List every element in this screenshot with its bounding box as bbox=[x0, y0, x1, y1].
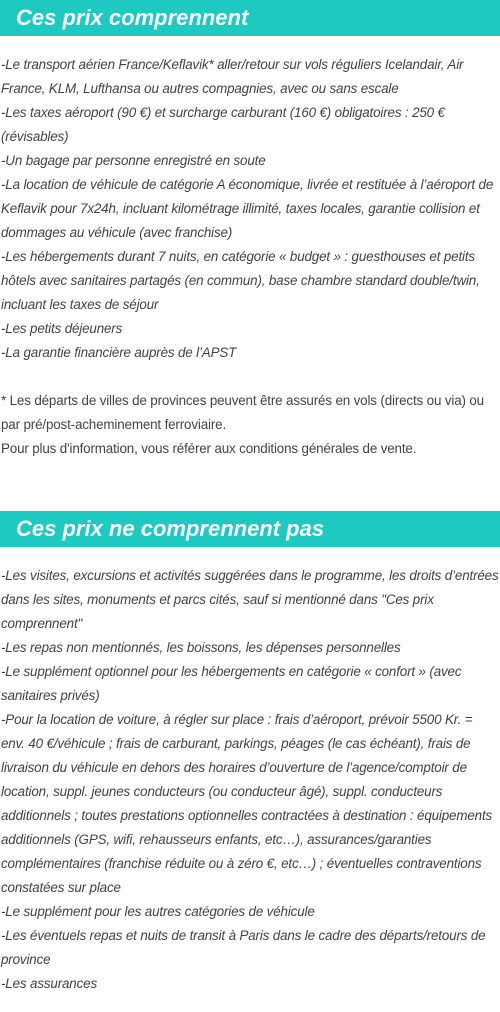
list-item: -Les éventuels repas et nuits de transit à Paris dans le cadre des départs/retours de province bbox=[1, 928, 486, 967]
list-item: -La garantie financière auprès de l’APST bbox=[1, 345, 237, 360]
list-item: -Un bagage par personne enregistré en soute bbox=[1, 153, 266, 168]
list-item: -Les hébergements durant 7 nuits, en catégorie « budget » : guesthouses et petits hôtels avec sanitaires partagés (en commun), base chambre standard double/twin, incluant les taxes de séjour bbox=[1, 249, 480, 312]
section-included-content bbox=[0, 36, 499, 461]
list-item: -Le transport aérien France/Keflavik* aller/retour sur vols réguliers Icelandair, Air France, KLM, Lufthansa ou autres compagnies, avec ou sans escale bbox=[1, 57, 464, 96]
list-item: -Les petits déjeuners bbox=[1, 321, 123, 336]
list-item: -Pour la location de voiture, à régler sur place : frais d’aéroport, prévoir 5500 Kr. = env. 40 €/véhicule ; frais de carburant, parkings, péages (le cas échéant), frais de livraison du véhicule en dehors des horaires d’ouverture de l’agence/comptoir de location, suppl. jeunes conducteurs (ou conducteur âgé), suppl. conducteurs additionnels ; toutes prestations optionnelles contractées à destination : équipements additionnels (GPS, wifi, rehausseurs enfants, etc…), assurances/garanties complémentaires (franchise réduite ou à zéro €, etc…) ; éventuelles contraventions constatées sur place bbox=[1, 712, 493, 895]
list-item: -Les visites, excursions et activités suggérées dans le programme, les droits d’entrées dans les sites, monuments et parcs cités, sauf si mentionné dans "Ces prix comprennent" bbox=[1, 568, 499, 631]
list-item: -Le supplément pour les autres catégories de véhicule bbox=[1, 904, 315, 919]
section-excluded-content bbox=[0, 547, 499, 996]
section-excluded-title: Ces prix ne comprennent pas bbox=[0, 511, 500, 547]
section-included-title: Ces prix comprennent bbox=[0, 0, 500, 36]
footnote: * Les départs de villes de provinces peuvent être assurés en vols (directs ou via) ou par pré/post-acheminement ferroviaire. bbox=[1, 393, 484, 432]
list-item: -Les repas non mentionnés, les boissons, les dépenses personnelles bbox=[1, 640, 401, 655]
list-item: -Le supplément optionnel pour les hébergements en catégorie « confort » (avec sanitaires privés) bbox=[1, 664, 462, 703]
list-item: -Les taxes aéroport (90 €) et surcharge carburant (160 €) obligatoires : 250 € (révisables) bbox=[1, 105, 445, 144]
list-item: -La location de véhicule de catégorie A économique, livrée et restituée à l’aéroport de Keflavik pour 7x24h, incluant kilométrage illimité, taxes locales, garantie collision et dommages au véhicule (avec franchise) bbox=[1, 177, 494, 240]
spacer bbox=[1, 365, 499, 389]
list-item: -Les assurances bbox=[1, 976, 97, 991]
info-text: Pour plus d'information, vous référer aux conditions générales de vente. bbox=[1, 441, 417, 456]
section-excluded bbox=[0, 511, 500, 996]
section-included bbox=[0, 0, 500, 461]
